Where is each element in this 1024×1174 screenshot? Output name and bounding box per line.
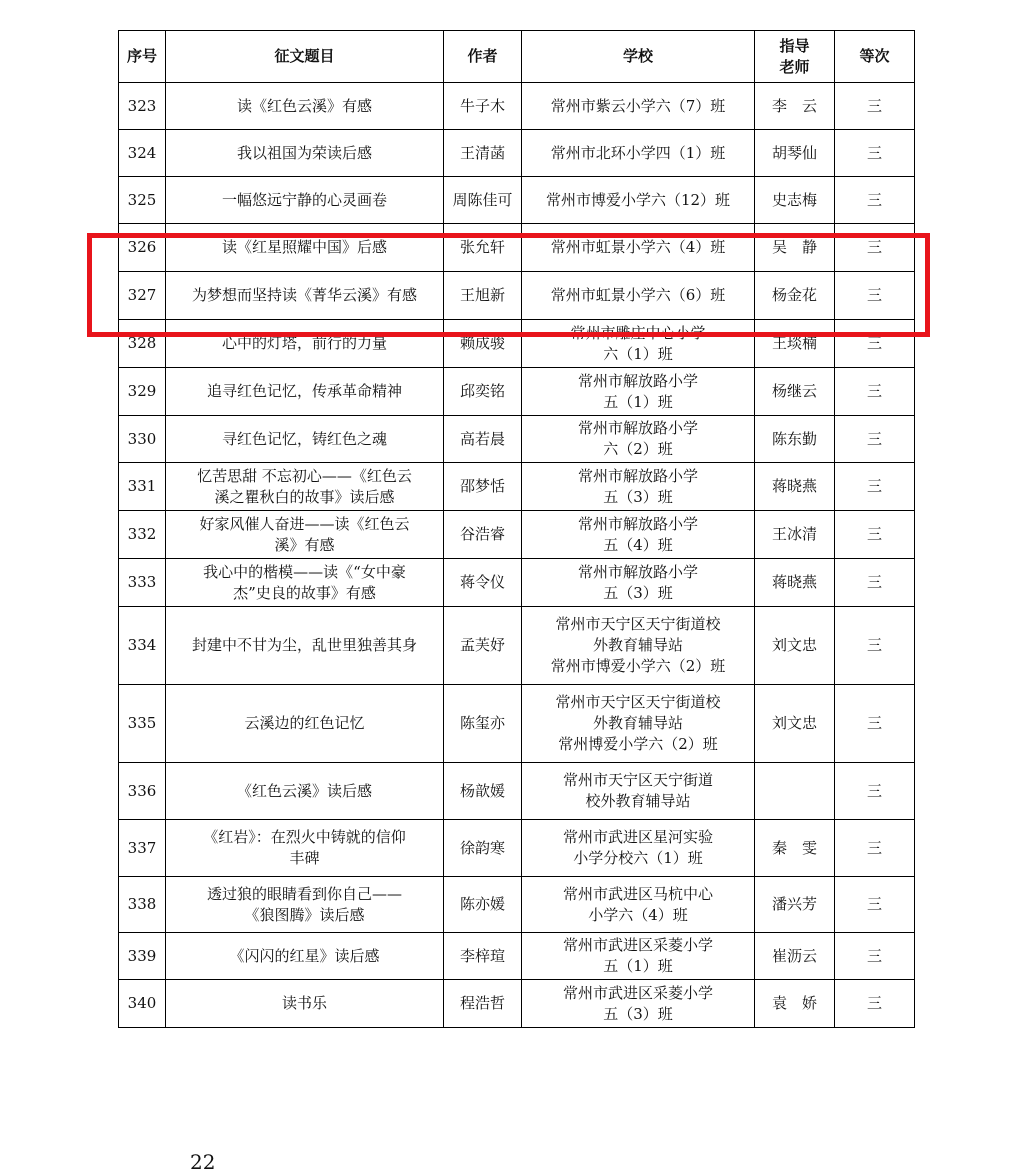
table-row xyxy=(119,320,915,368)
cell-teacher: 秦 雯 xyxy=(755,820,835,877)
cell-index: 338 xyxy=(119,877,166,933)
cell-index: 329 xyxy=(119,368,166,416)
cell-title: 追寻红色记忆，传承革命精神 xyxy=(166,368,444,416)
cell-title: 寻红色记忆，铸红色之魂 xyxy=(166,416,444,463)
cell-school: 常州市解放路小学 五（4）班 xyxy=(522,511,755,559)
cell-school: 常州市虹景小学六（4）班 xyxy=(522,224,755,272)
cell-grade: 三 xyxy=(835,559,915,607)
header-teacher: 指导 老师 xyxy=(755,31,835,83)
cell-teacher: 蒋晓燕 xyxy=(755,559,835,607)
cell-grade: 三 xyxy=(835,877,915,933)
cell-school: 常州市解放路小学 六（2）班 xyxy=(522,416,755,463)
cell-author: 赖成骏 xyxy=(444,320,522,368)
cell-school: 常州市北环小学四（1）班 xyxy=(522,130,755,177)
cell-author: 邵梦恬 xyxy=(444,463,522,511)
cell-title: 《红色云溪》读后感 xyxy=(166,763,444,820)
cell-index: 335 xyxy=(119,685,166,763)
cell-grade: 三 xyxy=(835,83,915,130)
table-row xyxy=(119,130,915,177)
cell-school: 常州市解放路小学 五（1）班 xyxy=(522,368,755,416)
header-grade: 等次 xyxy=(835,31,915,83)
cell-grade: 三 xyxy=(835,820,915,877)
cell-grade: 三 xyxy=(835,368,915,416)
cell-index: 331 xyxy=(119,463,166,511)
cell-title: 我以祖国为荣读后感 xyxy=(166,130,444,177)
cell-author: 牛子木 xyxy=(444,83,522,130)
cell-teacher: 刘文忠 xyxy=(755,607,835,685)
cell-teacher: 王琰楠 xyxy=(755,320,835,368)
cell-index: 333 xyxy=(119,559,166,607)
cell-title: 为梦想而坚持读《菁华云溪》有感 xyxy=(166,272,444,320)
cell-index: 327 xyxy=(119,272,166,320)
cell-school: 常州市天宁区天宁街道 校外教育辅导站 xyxy=(522,763,755,820)
cell-title: 透过狼的眼睛看到你自己—— 《狼图腾》读后感 xyxy=(166,877,444,933)
cell-school: 常州市天宁区天宁街道校 外教育辅导站 常州市博爱小学六（2）班 xyxy=(522,607,755,685)
cell-title: 我心中的楷模——读《“女中豪 杰”史良的故事》有感 xyxy=(166,559,444,607)
table-row xyxy=(119,368,915,416)
cell-title: 心中的灯塔，前行的力量 xyxy=(166,320,444,368)
cell-author: 王清菡 xyxy=(444,130,522,177)
header-author: 作者 xyxy=(444,31,522,83)
table-row xyxy=(119,559,915,607)
cell-teacher: 杨继云 xyxy=(755,368,835,416)
award-table xyxy=(118,30,915,1028)
cell-school: 常州市紫云小学六（7）班 xyxy=(522,83,755,130)
cell-title: 一幅悠远宁静的心灵画卷 xyxy=(166,177,444,224)
table-row xyxy=(119,463,915,511)
cell-grade: 三 xyxy=(835,130,915,177)
table-row xyxy=(119,272,915,320)
cell-teacher: 杨金花 xyxy=(755,272,835,320)
cell-index: 323 xyxy=(119,83,166,130)
table-row xyxy=(119,933,915,980)
cell-title: 读书乐 xyxy=(166,980,444,1028)
table-row xyxy=(119,980,915,1028)
cell-index: 337 xyxy=(119,820,166,877)
cell-teacher: 史志梅 xyxy=(755,177,835,224)
table-row xyxy=(119,511,915,559)
cell-grade: 三 xyxy=(835,463,915,511)
cell-title: 《闪闪的红星》读后感 xyxy=(166,933,444,980)
cell-index: 328 xyxy=(119,320,166,368)
cell-title: 封建中不甘为尘，乱世里独善其身 xyxy=(166,607,444,685)
cell-grade: 三 xyxy=(835,416,915,463)
cell-author: 高若晨 xyxy=(444,416,522,463)
cell-teacher: 胡琴仙 xyxy=(755,130,835,177)
cell-school: 常州市武进区星河实验 小学分校六（1）班 xyxy=(522,820,755,877)
cell-index: 340 xyxy=(119,980,166,1028)
header-index: 序号 xyxy=(119,31,166,83)
cell-grade: 三 xyxy=(835,320,915,368)
cell-title: 读《红星照耀中国》后感 xyxy=(166,224,444,272)
cell-school: 常州市武进区采菱小学 五（1）班 xyxy=(522,933,755,980)
cell-school: 常州市雕庄中心小学 六（1）班 xyxy=(522,320,755,368)
cell-grade: 三 xyxy=(835,607,915,685)
cell-school: 常州市武进区采菱小学 五（3）班 xyxy=(522,980,755,1028)
cell-author: 蒋令仪 xyxy=(444,559,522,607)
cell-index: 330 xyxy=(119,416,166,463)
cell-author: 程浩哲 xyxy=(444,980,522,1028)
cell-title: 读《红色云溪》有感 xyxy=(166,83,444,130)
cell-school: 常州市天宁区天宁街道校 外教育辅导站 常州博爱小学六（2）班 xyxy=(522,685,755,763)
cell-author: 徐韵寒 xyxy=(444,820,522,877)
table-row xyxy=(119,83,915,130)
cell-teacher: 吴 静 xyxy=(755,224,835,272)
cell-author: 陈玺亦 xyxy=(444,685,522,763)
cell-index: 334 xyxy=(119,607,166,685)
cell-title: 忆苦思甜 不忘初心——《红色云 溪之瞿秋白的故事》读后感 xyxy=(166,463,444,511)
cell-teacher: 陈东勤 xyxy=(755,416,835,463)
cell-author: 谷浩睿 xyxy=(444,511,522,559)
cell-grade: 三 xyxy=(835,224,915,272)
cell-grade: 三 xyxy=(835,272,915,320)
table-row xyxy=(119,607,915,685)
table-row xyxy=(119,224,915,272)
cell-author: 邱奕铭 xyxy=(444,368,522,416)
cell-school: 常州市虹景小学六（6）班 xyxy=(522,272,755,320)
table-row xyxy=(119,685,915,763)
cell-author: 张允轩 xyxy=(444,224,522,272)
cell-grade: 三 xyxy=(835,763,915,820)
table-row xyxy=(119,763,915,820)
cell-author: 陈亦媛 xyxy=(444,877,522,933)
cell-author: 杨歆媛 xyxy=(444,763,522,820)
cell-grade: 三 xyxy=(835,685,915,763)
cell-index: 332 xyxy=(119,511,166,559)
cell-author: 周陈佳可 xyxy=(444,177,522,224)
cell-teacher: 李 云 xyxy=(755,83,835,130)
table-row xyxy=(119,877,915,933)
cell-index: 326 xyxy=(119,224,166,272)
table-row xyxy=(119,416,915,463)
cell-grade: 三 xyxy=(835,177,915,224)
cell-teacher: 潘兴芳 xyxy=(755,877,835,933)
header-school: 学校 xyxy=(522,31,755,83)
cell-author: 孟芙妤 xyxy=(444,607,522,685)
cell-index: 339 xyxy=(119,933,166,980)
cell-teacher xyxy=(755,763,835,820)
header-title: 征文题目 xyxy=(166,31,444,83)
cell-grade: 三 xyxy=(835,980,915,1028)
cell-teacher: 崔沥云 xyxy=(755,933,835,980)
cell-author: 李梓瑄 xyxy=(444,933,522,980)
cell-index: 324 xyxy=(119,130,166,177)
table-row xyxy=(119,820,915,877)
table-header-row xyxy=(119,31,915,83)
cell-index: 325 xyxy=(119,177,166,224)
cell-index: 336 xyxy=(119,763,166,820)
cell-teacher: 袁 娇 xyxy=(755,980,835,1028)
page-number: 22 xyxy=(190,1150,216,1174)
cell-grade: 三 xyxy=(835,511,915,559)
cell-teacher: 蒋晓燕 xyxy=(755,463,835,511)
cell-title: 好家风催人奋进——读《红色云 溪》有感 xyxy=(166,511,444,559)
cell-school: 常州市解放路小学 五（3）班 xyxy=(522,463,755,511)
cell-teacher: 王冰清 xyxy=(755,511,835,559)
cell-grade: 三 xyxy=(835,933,915,980)
cell-school: 常州市博爱小学六（12）班 xyxy=(522,177,755,224)
cell-title: 云溪边的红色记忆 xyxy=(166,685,444,763)
cell-school: 常州市解放路小学 五（3）班 xyxy=(522,559,755,607)
cell-author: 王旭新 xyxy=(444,272,522,320)
cell-title: 《红岩》：在烈火中铸就的信仰 丰碑 xyxy=(166,820,444,877)
cell-school: 常州市武进区马杭中心 小学六（4）班 xyxy=(522,877,755,933)
cell-teacher: 刘文忠 xyxy=(755,685,835,763)
table-row xyxy=(119,177,915,224)
